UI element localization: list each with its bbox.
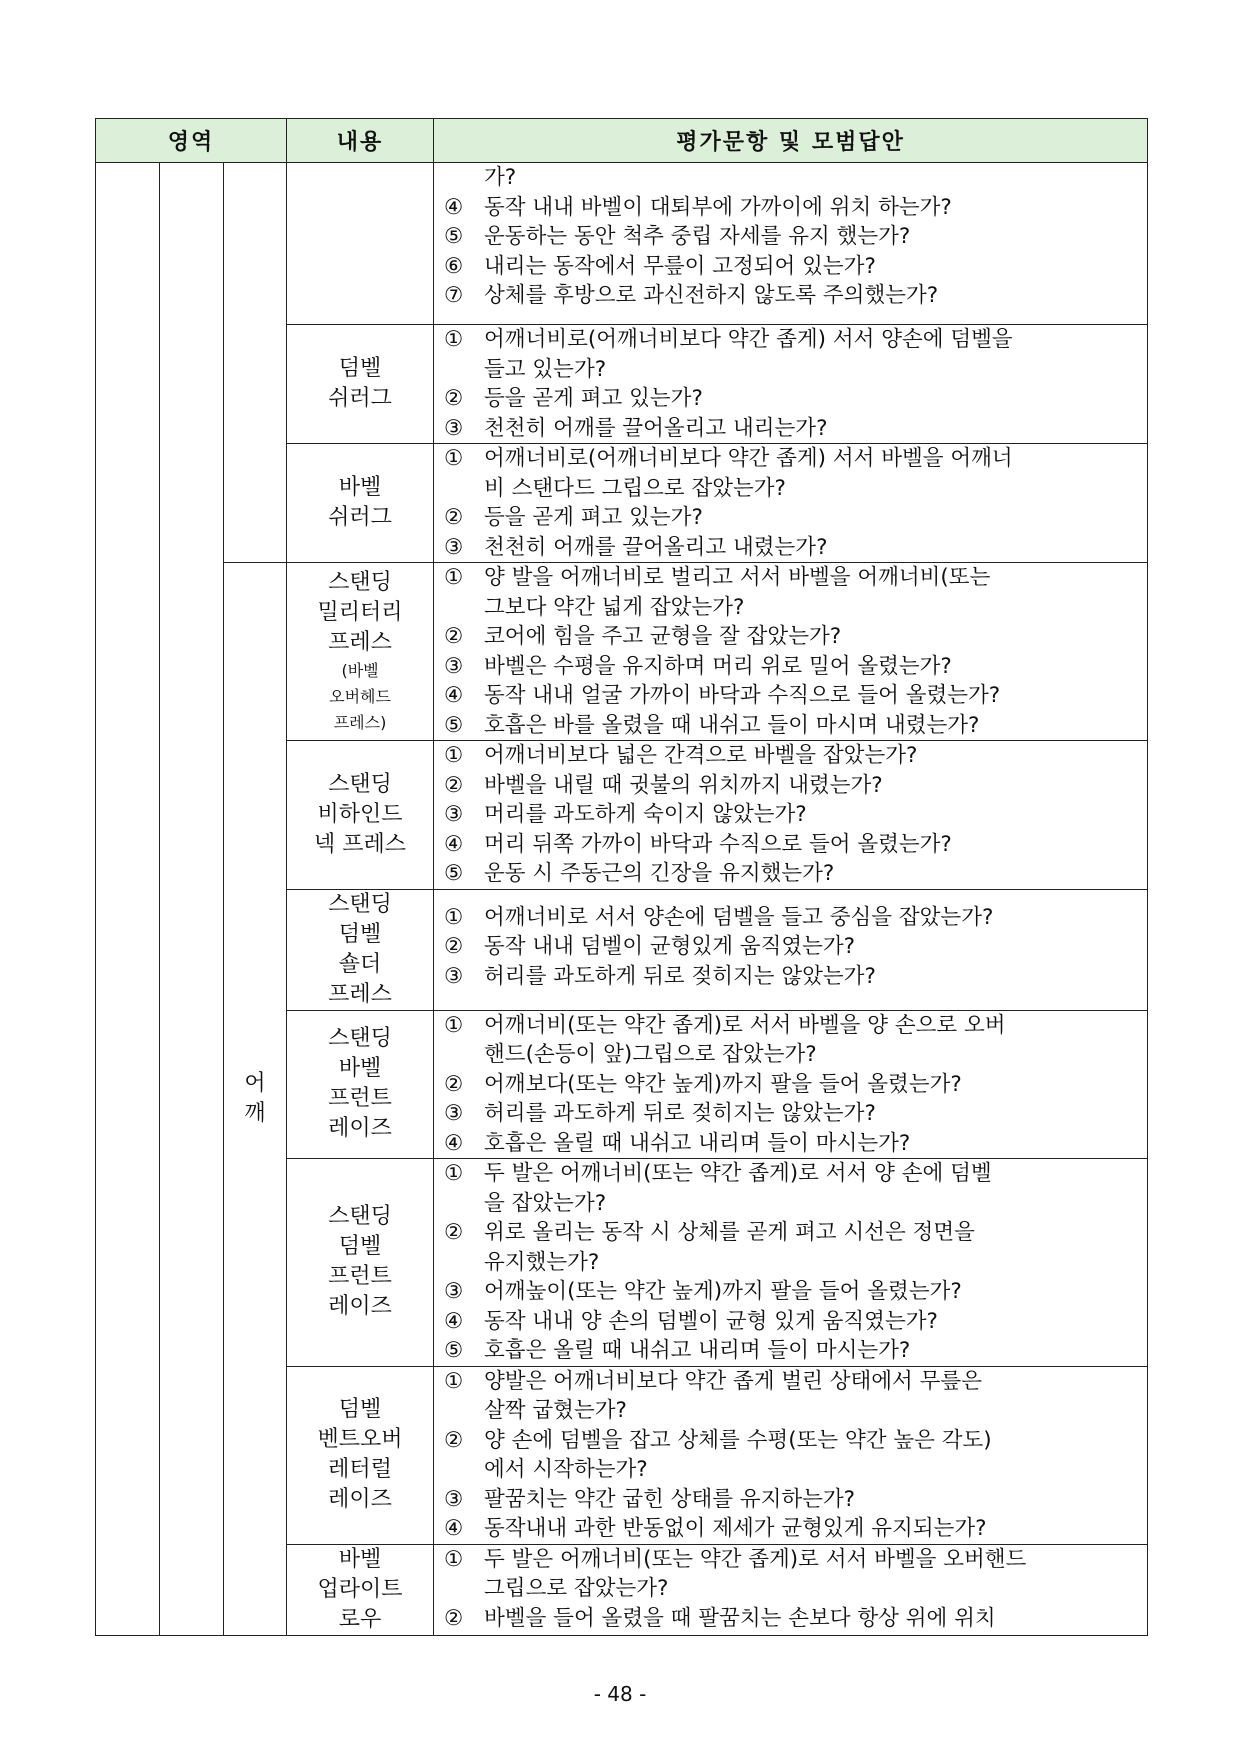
exercise-name-cell (287, 1366, 434, 1544)
criteria-text: 허리를 과도하게 뒤로 젖히지는 않았는가? (484, 1101, 876, 1126)
criteria-continuation: 살짝 굽혔는가? (484, 1398, 627, 1423)
exercise-row (96, 163, 1148, 325)
criteria-item (444, 800, 1137, 830)
header-content: 내용 (287, 119, 434, 163)
criteria-text: 두 발은 어깨너비(또는 약간 좁게)로 서서 양 손에 덤벨 (484, 1161, 992, 1186)
exercise-name-line: 덤벨 (338, 1397, 382, 1422)
criteria-text: 두 발은 어깨너비(또는 약간 좁게)로 서서 바벨을 오버핸드 (484, 1546, 1027, 1572)
criteria-text: 천천히 어깨를 끌어올리고 내리는가? (484, 415, 828, 441)
criteria-item (444, 681, 1137, 711)
shoulder-label-char: 어 (244, 1070, 266, 1096)
criteria-number: ① (444, 1012, 464, 1038)
criteria-number: ② (444, 772, 464, 798)
criteria-continuation: 에서 시작하는가? (484, 1457, 648, 1482)
area-col-2 (160, 163, 224, 1636)
criteria-number: ③ (444, 653, 464, 679)
criteria-number: ① (444, 1546, 464, 1572)
exercise-name-line: 로우 (338, 1606, 382, 1632)
criteria-item (444, 1367, 1137, 1397)
criteria-text: 상체를 후방으로 과신전하지 않도록 주의했는가? (484, 283, 939, 308)
criteria-text: 양 발을 어깨너비로 벌리고 서서 바벨을 어깨너비(또는 (484, 565, 991, 590)
exercise-name-line: 비하인드 (317, 801, 403, 827)
criteria-item (444, 741, 1137, 771)
criteria-item (444, 1485, 1137, 1515)
criteria-number: ④ (444, 1308, 464, 1334)
exercise-name-line: 덤벨 (338, 921, 382, 947)
criteria-item (444, 325, 1137, 355)
criteria-cell (434, 889, 1148, 1010)
table-body (96, 163, 1148, 1636)
criteria-number: ② (444, 1427, 464, 1453)
criteria-text: 코어에 힘을 주고 균형을 잘 잡았는가? (484, 624, 842, 649)
criteria-text: 등을 곧게 펴고 있는가? (484, 505, 703, 530)
criteria-number: ② (444, 505, 464, 530)
exercise-name-cell (287, 889, 434, 1010)
exercise-name-note: 프레스) (333, 712, 387, 732)
criteria-item (444, 830, 1137, 860)
criteria-item (444, 1129, 1137, 1159)
criteria-text: 머리 뒤쪽 가까이 바닥과 수직으로 들어 올렸는가? (484, 831, 952, 857)
criteria-continuation: 을 잡았는가? (484, 1190, 607, 1216)
criteria-number: ① (444, 446, 464, 471)
criteria-number: ③ (444, 963, 464, 989)
criteria-number: ⑦ (444, 283, 464, 308)
exercise-name-line: 숄더 (338, 951, 382, 977)
exercise-name-cell (287, 444, 434, 563)
criteria-text: 위로 올리는 동작 시 상체를 곧게 펴고 시선은 정면을 (484, 1220, 975, 1245)
criteria-text: 내리는 동작에서 무릎이 고정되어 있는가? (484, 253, 876, 279)
area-col-1 (96, 163, 160, 1636)
criteria-continuation: 유지했는가? (484, 1249, 600, 1275)
criteria-text: 어깨보다(또는 약간 높게)까지 팔을 들어 올렸는가? (484, 1071, 962, 1097)
criteria-item (444, 711, 1137, 741)
criteria-item (444, 1277, 1137, 1307)
criteria-item (444, 622, 1137, 652)
criteria-item (444, 533, 1137, 563)
criteria-number: ③ (444, 534, 464, 560)
shoulder-label-char: 깨 (244, 1100, 266, 1126)
exercise-name-cell (287, 1544, 434, 1635)
criteria-text: 양발은 어깨너비보다 약간 좁게 벌린 상태에서 무릎은 (484, 1368, 982, 1394)
exercise-name-cell (287, 741, 434, 890)
criteria-item (444, 281, 1137, 311)
criteria-text: 팔꿈치는 약간 굽힌 상태를 유지하는가? (484, 1486, 856, 1512)
exercise-name-cell (287, 1159, 434, 1367)
criteria-continuation: 그보다 약간 넓게 잡았는가? (484, 594, 745, 620)
criteria-number: ② (444, 1220, 464, 1245)
criteria-item (444, 384, 1137, 414)
criteria-number: ④ (444, 1130, 464, 1156)
criteria-number: ③ (444, 1101, 464, 1126)
criteria-continuation: 가? (484, 165, 517, 190)
criteria-text: 호흡은 올릴 때 내쉬고 내리며 들이 마시는가? (484, 1338, 911, 1363)
criteria-text: 바벨은 수평을 유지하며 머리 위로 밀어 올렸는가? (484, 653, 952, 679)
criteria-number: ② (444, 624, 464, 649)
exercise-name-line: 스탠딩 (328, 1026, 392, 1052)
criteria-item (444, 771, 1137, 801)
criteria-text: 호흡은 올릴 때 내쉬고 내리며 들이 마시는가? (484, 1130, 911, 1156)
criteria-text: 동작 내내 바벨이 대퇴부에 가까이에 위치 하는가? (484, 194, 952, 220)
shoulder-area-label (224, 563, 287, 1636)
evaluation-table (95, 118, 1148, 1636)
criteria-item (444, 1514, 1137, 1544)
criteria-item (444, 962, 1137, 992)
criteria-text: 어깨너비로(어깨너비보다 약간 좁게) 서서 바벨을 어깨너 (484, 446, 1013, 471)
criteria-item (444, 1218, 1137, 1248)
criteria-item (444, 1099, 1137, 1129)
exercise-name-line: 프런트 (328, 1086, 392, 1112)
criteria-text: 동작내내 과한 반동없이 제세가 균형있게 유지되는가? (484, 1516, 987, 1541)
criteria-item (444, 1426, 1137, 1456)
exercise-name-line: 밀리터리 (317, 599, 403, 625)
criteria-cell (434, 563, 1148, 741)
exercise-name-line: 스탠딩 (328, 569, 392, 595)
criteria-number: ③ (444, 1279, 464, 1304)
exercise-name-cell (287, 563, 434, 741)
exercise-name-line: 바벨 (338, 475, 382, 500)
criteria-text: 바벨을 내릴 때 귓불의 위치까지 내렸는가? (484, 772, 883, 798)
exercise-name-line: 레터럴 (328, 1457, 392, 1482)
exercise-name-line: 쉬러그 (328, 505, 392, 530)
criteria-text: 어깨너비보다 넓은 간격으로 바벨을 잡았는가? (484, 743, 918, 768)
criteria-number: ② (444, 934, 464, 959)
criteria-number: ⑥ (444, 253, 464, 279)
criteria-cell (434, 444, 1148, 563)
criteria-text: 천천히 어깨를 끌어올리고 내렸는가? (484, 534, 828, 560)
exercise-name-line: 스탠딩 (328, 891, 392, 917)
criteria-number: ④ (444, 831, 464, 857)
criteria-text: 머리를 과도하게 숙이지 않았는가? (484, 802, 807, 827)
criteria-text: 어깨너비(또는 약간 좁게)로 서서 바벨을 양 손으로 오버 (484, 1012, 1006, 1038)
criteria-item (444, 652, 1137, 682)
criteria-number: ④ (444, 1516, 464, 1541)
criteria-text: 허리를 과도하게 뒤로 젖히지는 않았는가? (484, 963, 876, 989)
criteria-item (444, 563, 1137, 593)
criteria-item (444, 1604, 1137, 1634)
exercise-name-line: 프레스 (328, 629, 392, 655)
criteria-text: 어깨높이(또는 약간 높게)까지 팔을 들어 올렸는가? (484, 1279, 962, 1304)
criteria-text: 등을 곧게 펴고 있는가? (484, 386, 703, 411)
criteria-continuation: 비 스탠다드 그립으로 잡았는가? (484, 475, 786, 501)
criteria-item (444, 444, 1137, 474)
criteria-item (444, 1545, 1137, 1575)
criteria-text: 양 손에 덤벨을 잡고 상체를 수평(또는 약간 높은 각도) (484, 1427, 992, 1453)
criteria-continuation: 그립으로 잡았는가? (484, 1576, 669, 1601)
criteria-text: 동작 내내 얼굴 가까이 바닥과 수직으로 들어 올렸는가? (484, 683, 1001, 708)
criteria-number: ② (444, 1071, 464, 1097)
criteria-number: ⑤ (444, 224, 464, 249)
exercise-name-line: 벤트오버 (317, 1427, 403, 1452)
criteria-number: ③ (444, 415, 464, 441)
criteria-number: ① (444, 1368, 464, 1394)
criteria-text: 호흡은 바를 올렸을 때 내쉬고 들이 마시며 내렸는가? (484, 712, 980, 738)
criteria-text: 동작 내내 덤벨이 균형있게 움직였는가? (484, 934, 856, 959)
exercise-name-line: 바벨 (338, 1056, 382, 1082)
table-header-row (96, 119, 1148, 163)
exercise-name-line: 덤벨 (338, 1234, 382, 1260)
criteria-text: 동작 내내 양 손의 덤벨이 균형 있게 움직였는가? (484, 1308, 938, 1334)
criteria-number: ① (444, 565, 464, 590)
exercise-name-line: 레이즈 (328, 1116, 392, 1142)
criteria-continuation: 들고 있는가? (484, 356, 607, 382)
criteria-cell (434, 1159, 1148, 1367)
criteria-text: 어깨너비로(어깨너비보다 약간 좁게) 서서 양손에 덤벨을 (484, 327, 1013, 352)
criteria-cell (434, 1010, 1148, 1159)
criteria-item (444, 193, 1137, 223)
criteria-number: ⑤ (444, 1338, 464, 1363)
exercise-name-line: 프런트 (328, 1264, 392, 1290)
header-area: 영역 (96, 119, 287, 163)
criteria-number: ⑤ (444, 712, 464, 738)
criteria-item (444, 932, 1137, 962)
criteria-continuation: 핸드(손등이 앞)그립으로 잡았는가? (484, 1042, 817, 1067)
exercise-name-line: 바벨 (338, 1546, 382, 1572)
exercise-row (96, 563, 1148, 741)
criteria-item (444, 414, 1137, 444)
exercise-name-line: 업라이트 (317, 1576, 403, 1602)
area-col-3-upper (224, 163, 287, 563)
criteria-text: 운동하는 동안 척추 중립 자세를 유지 했는가? (484, 224, 911, 249)
criteria-number: ③ (444, 802, 464, 827)
exercise-name-cell (287, 1010, 434, 1159)
exercise-name-line: 프레스 (328, 981, 392, 1007)
criteria-item (444, 1011, 1137, 1041)
criteria-number: ② (444, 1605, 464, 1631)
criteria-number: ③ (444, 1486, 464, 1512)
criteria-cell (434, 163, 1148, 325)
criteria-number: ⑤ (444, 861, 464, 886)
criteria-item (444, 1159, 1137, 1189)
criteria-number: ① (444, 1161, 464, 1186)
criteria-number: ① (444, 904, 464, 930)
criteria-cell (434, 741, 1148, 890)
criteria-item (444, 222, 1137, 252)
exercise-name-line: 레이즈 (328, 1487, 392, 1512)
exercise-name-line: 스탠딩 (328, 771, 392, 797)
exercise-name-line: 레이즈 (328, 1294, 392, 1320)
criteria-text: 어깨너비로 서서 양손에 덤벨을 들고 중심을 잡았는가? (484, 904, 994, 930)
criteria-item (444, 1070, 1137, 1100)
exercise-name-note: (바벨 (341, 660, 379, 680)
criteria-text: 운동 시 주동근의 긴장을 유지했는가? (484, 861, 835, 886)
criteria-number: ② (444, 386, 464, 411)
criteria-number: ④ (444, 683, 464, 708)
header-criteria: 평가문항 및 모범답안 (434, 119, 1148, 163)
exercise-name-line: 넥 프레스 (314, 831, 407, 857)
criteria-text: 바벨을 들어 올렸을 때 팔꿈치는 손보다 항상 위에 위치 (484, 1605, 996, 1631)
criteria-cell (434, 1366, 1148, 1544)
exercise-name-line: 덤벨 (338, 356, 382, 381)
exercise-name-note: 오버헤드 (329, 686, 391, 706)
exercise-name-line: 쉬러그 (328, 386, 392, 411)
criteria-number: ④ (444, 194, 464, 220)
exercise-name-cell (287, 325, 434, 444)
exercise-name-cell (287, 163, 434, 325)
criteria-cell (434, 325, 1148, 444)
page-number: - 48 - (593, 1682, 647, 1706)
criteria-item (444, 252, 1137, 282)
criteria-item (444, 1336, 1137, 1366)
criteria-item (444, 1307, 1137, 1337)
criteria-number: ① (444, 327, 464, 352)
criteria-number: ① (444, 743, 464, 768)
criteria-item (444, 503, 1137, 533)
exercise-name-line: 스탠딩 (328, 1204, 392, 1230)
criteria-item (444, 903, 1137, 933)
criteria-item (444, 859, 1137, 889)
criteria-cell (434, 1544, 1148, 1635)
